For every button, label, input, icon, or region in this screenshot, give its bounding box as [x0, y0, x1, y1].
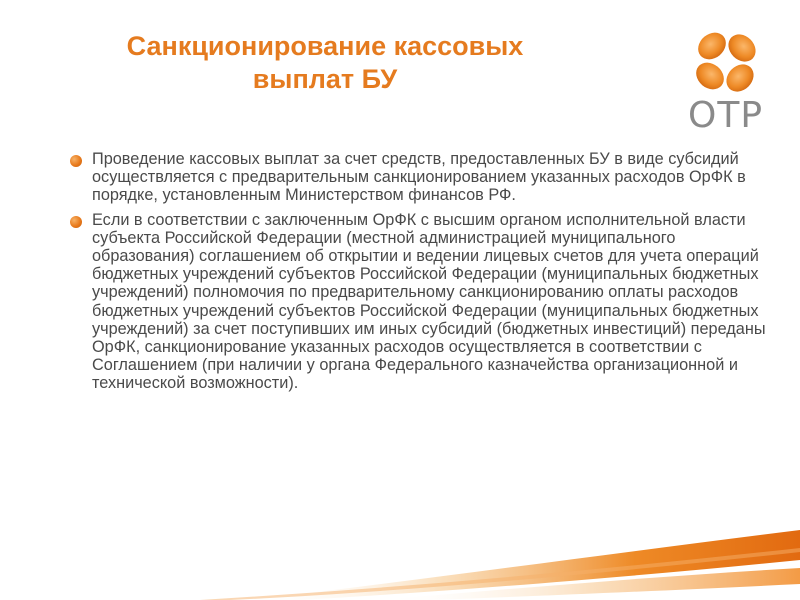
- slide-title: [60, 30, 590, 96]
- bullet-dot-icon: [70, 216, 82, 228]
- bullet-list: [70, 150, 780, 399]
- title-line-1: Санкционирование кассовых: [126, 31, 524, 61]
- bullet-text: Если в соответствии с заключенным ОрФК с высшим органом исполнительной власти субъекта Российской Федерации (местной администрацией муниципального образования) соглашением об открытии и ведении лицевых счетов для учета операций бюджетных учреждений субъектов Российской Федерации (муниципальных бюджетных учреждений) полномочия по предварительному санкционированию оплаты расходов бюджетных учреждений субъектов Российской Федерации (муниципальных бюджетных учреждений) за счет поступивших им иных субсидий (бюджетных инвестиций) переданы ОрФК, санкционирование указанных расходов осуществляется в соответствии с Соглашением (при наличии у органа Федерального казначейства организационной и технической возможности).: [92, 210, 766, 393]
- bullet-dot-icon: [70, 155, 82, 167]
- bullet-item: [70, 211, 780, 393]
- bullet-item: [70, 150, 780, 205]
- title-line-2: выплат БУ: [252, 64, 398, 94]
- decorative-swoosh: [0, 500, 800, 600]
- bullet-text: Проведение кассовых выплат за счет средств, предоставленных БУ в виде субсидий осуществляется с предварительным санкционированием указанных расходов ОрФК в порядке, установленным Министерством финансов РФ.: [92, 150, 746, 205]
- logo-text: ОТР: [688, 95, 764, 136]
